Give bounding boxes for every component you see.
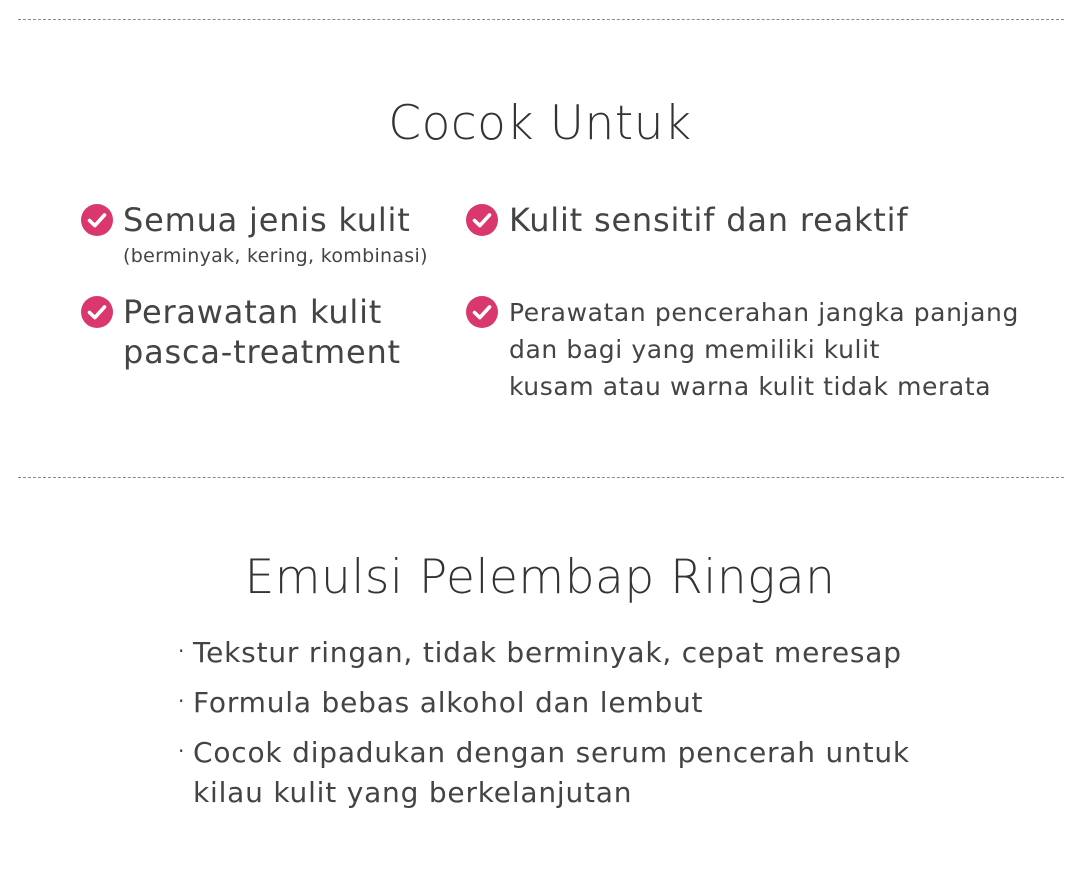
suitability-item-all-skin-note: (berminyak, kering, kombinasi) bbox=[123, 245, 428, 267]
feature-list bbox=[178, 633, 938, 823]
check-circle-icon bbox=[81, 296, 113, 328]
check-circle-icon bbox=[466, 204, 498, 236]
suitability-item-brightening-line2: dan bagi yang memiliki kulit bbox=[509, 335, 881, 364]
suitability-item-sensitive: Kulit sensitif dan reaktif bbox=[509, 201, 909, 239]
suitability-item-brightening bbox=[509, 294, 1019, 405]
bullet-dot-icon: · bbox=[178, 639, 186, 663]
feature-item bbox=[178, 683, 938, 723]
suitability-item-post-treatment bbox=[123, 292, 401, 372]
feature-text: Formula bebas alkohol dan lembut bbox=[193, 686, 704, 719]
feature-text: Tekstur ringan, tidak berminyak, cepat meresap bbox=[193, 636, 902, 669]
bullet-dot-icon: · bbox=[178, 689, 186, 713]
suitability-item-post-treatment-line1: Perawatan kulit bbox=[123, 293, 383, 331]
suitability-item-brightening-line3: kusam atau warna kulit tidak merata bbox=[509, 372, 992, 401]
product-title: Emulsi Pelembap Ringan bbox=[244, 550, 836, 605]
check-circle-icon bbox=[81, 204, 113, 236]
check-circle-icon bbox=[466, 296, 498, 328]
top-divider bbox=[18, 19, 1064, 20]
suitability-title: Cocok Untuk bbox=[388, 96, 692, 151]
suitability-item-brightening-line1: Perawatan pencerahan jangka panjang bbox=[509, 298, 1019, 327]
suitability-item-all-skin: Semua jenis kulit bbox=[123, 201, 411, 239]
feature-item bbox=[178, 633, 938, 673]
feature-text-line1: Cocok dipadukan dengan serum pencerah untuk bbox=[193, 736, 910, 769]
suitability-item-post-treatment-line2: pasca-treatment bbox=[123, 333, 401, 371]
feature-item bbox=[178, 733, 938, 813]
middle-divider bbox=[18, 477, 1064, 478]
feature-text-line2: kilau kulit yang berkelanjutan bbox=[193, 776, 633, 809]
bullet-dot-icon: · bbox=[178, 739, 186, 763]
